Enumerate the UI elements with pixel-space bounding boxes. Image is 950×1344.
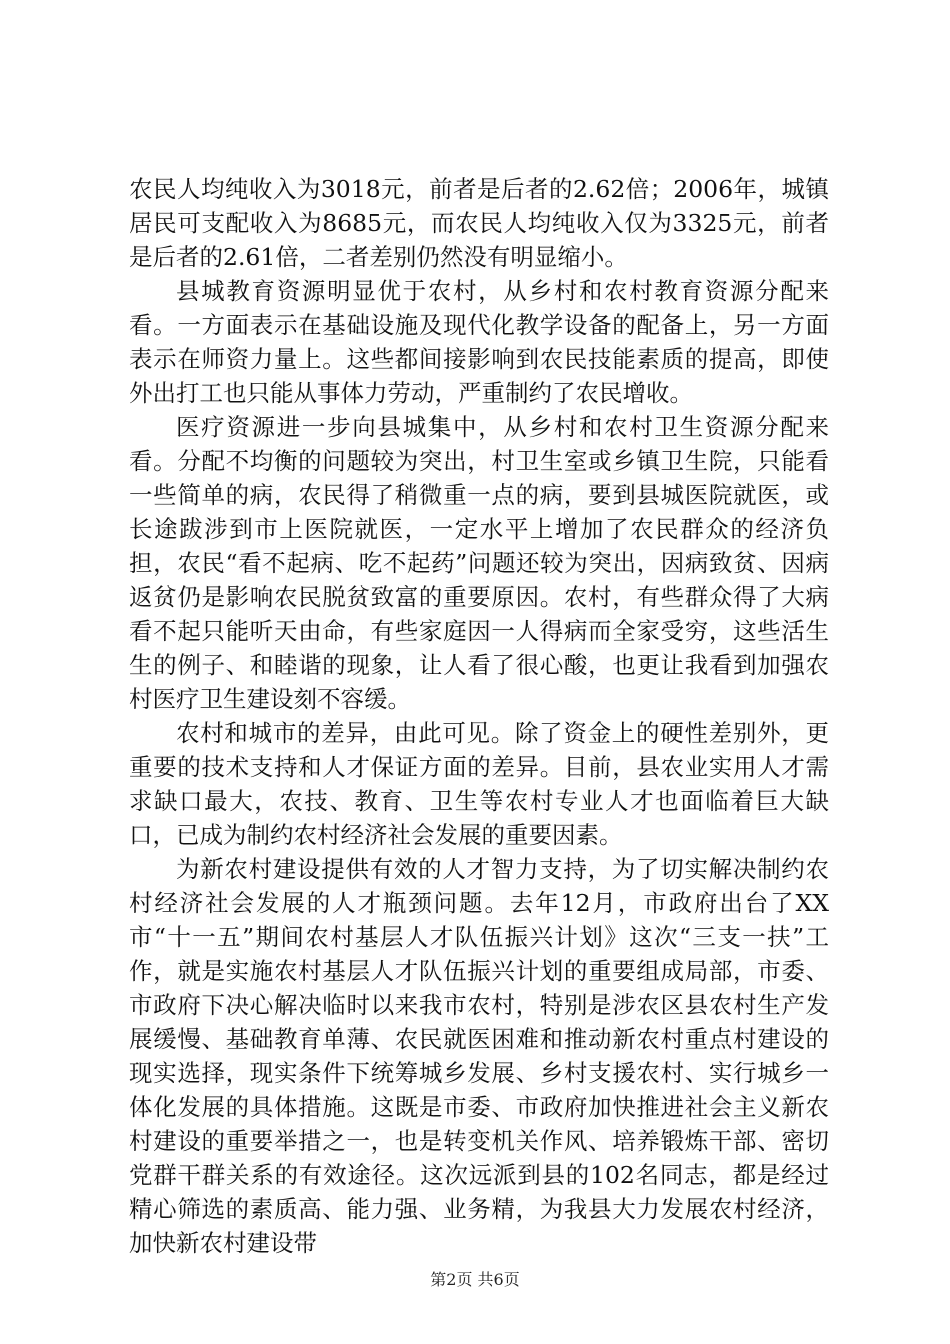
paragraph-urban-rural-difference: 农村和城市的差异，由此可见。除了资金上的硬性差别外，更重要的技术支持和人才保证方面的差异。目前，县农业实用人才需求缺口最大，农技、教育、卫生等农村专业人才也面临着巨大缺口，已成为制约农村经济社会发展的重要因素。 <box>129 719 829 849</box>
paragraph-talent-support: 为新农村建设提供有效的人才智力支持，为了切实解决制约农村经济社会发展的人才瓶颈问题。去年12月，市政府出台了XX市“十一五”期间农村基层人才队伍振兴计划》这次“三支一扶”工作，就是实施农村基层人才队伍振兴计划的重要组成局部，市委、市政府下决心解决临时以来我市农村，特别是涉农区县农村生产发展缓慢、基础教育单薄、农民就医困难和推动新农村重点村建设的现实选择，现实条件下统筹城乡发展、乡村支援农村、实行城乡一体化发展的具体措施。这既是市委、市政府加快推进社会主义新农村建设的重要举措之一，也是转变机关作风、培养锻炼干部、密切党群干群关系的有效途径。这次远派到县的102名同志，都是经过精心筛选的素质高、能力强、业务精，为我县大力发展农村经济，加快新农村建设带 <box>129 855 829 1257</box>
paragraph-education-resources: 县城教育资源明显优于农村，从乡村和农村教育资源分配来看。一方面表示在基础设施及现代化教学设备的配备上，另一方面表示在师资力量上。这些都间接影响到农民技能素质的提高，即使外出打工也只能从事体力劳动，严重制约了农民增收。 <box>129 277 829 407</box>
paragraph-medical-resources: 医疗资源进一步向县城集中，从乡村和农村卫生资源分配来看。分配不均衡的问题较为突出，村卫生室或乡镇卫生院，只能看一些简单的病，农民得了稍微重一点的病，要到县城医院就医，或长途跋涉到市上医院就医，一定水平上增加了农民群众的经济负担，农民“看不起病、吃不起药”问题还较为突出，因病致贫、因病返贫仍是影响农民脱贫致富的重要原因。农村，有些群众得了大病看不起只能听天由命，有些家庭因一人得病而全家受穷，这些活生生的例子、和睦谐的现象，让人看了很心酸，也更让我看到加强农村医疗卫生建设刻不容缓。 <box>129 413 829 713</box>
page-number-footer: 第2页 共6页 <box>430 1270 520 1289</box>
document-body <box>129 172 829 1260</box>
paragraph-income-gap: 农民人均纯收入为3018元，前者是后者的2.62倍；2006年，城镇居民可支配收入为8685元，而农民人均纯收入仅为3325元，前者是后者的2.61倍，二者差别仍然没有明显缩小。 <box>129 175 829 271</box>
